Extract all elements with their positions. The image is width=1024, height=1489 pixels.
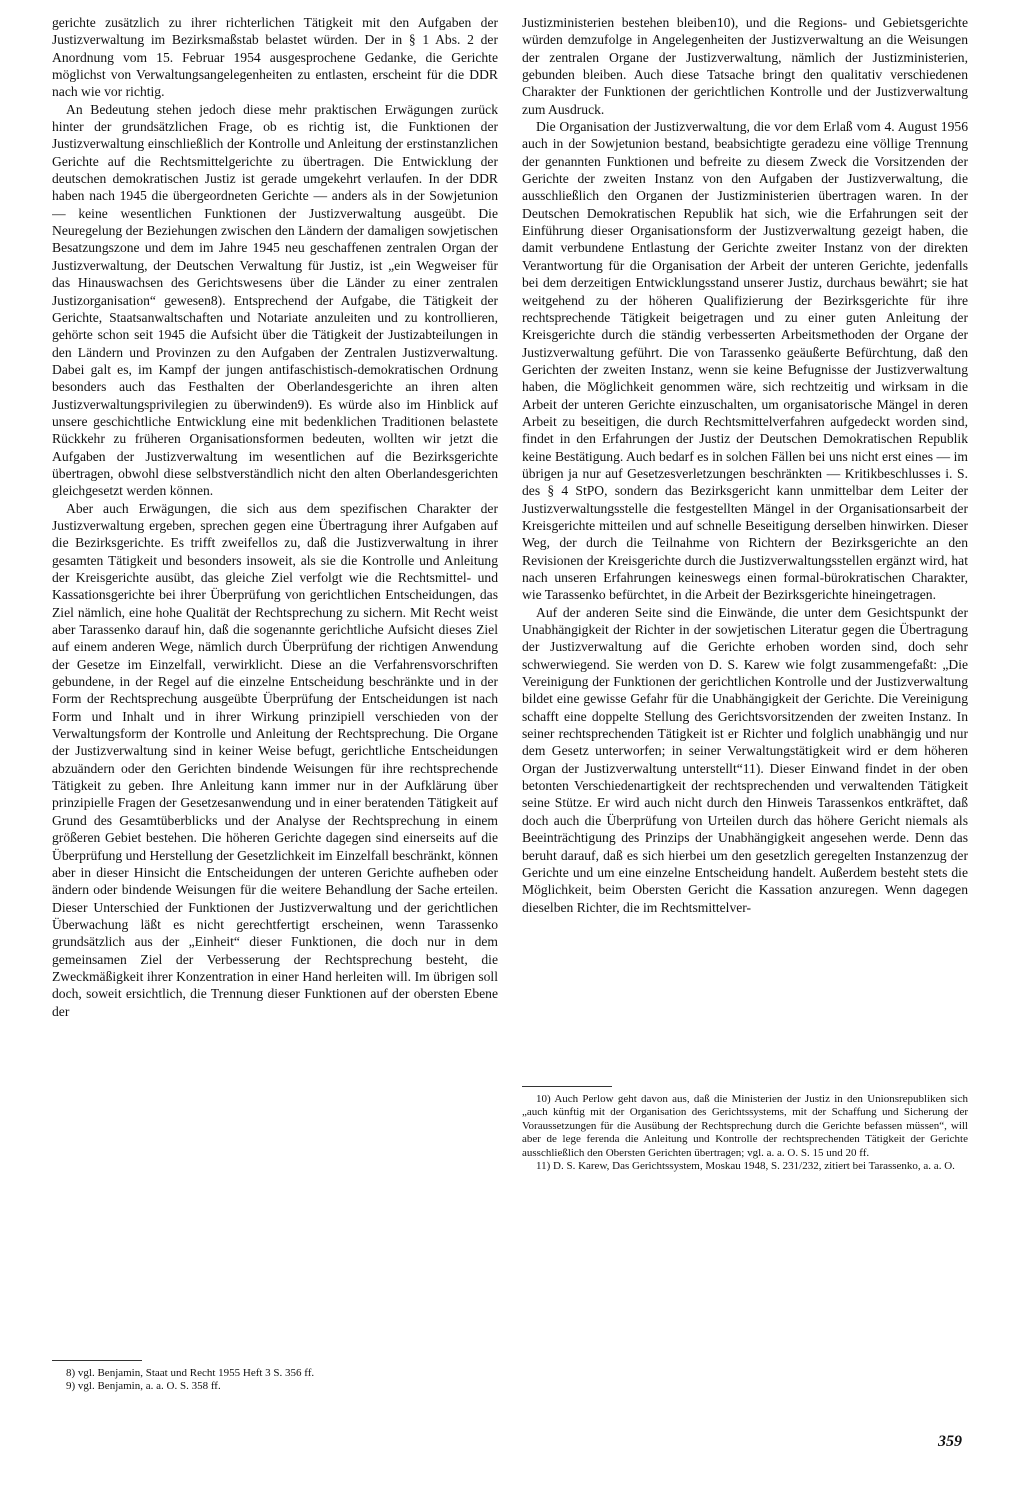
footnote: 11) D. S. Karew, Das Gerichtssystem, Moskau 1948, S. 231/232, zitiert bei Tarassenko, a. a. O. xyxy=(536,1160,955,1173)
page-number: 359 xyxy=(938,1433,962,1450)
footnote: 10) Auch Perlow geht davon aus, daß die Ministerien der Justiz in den Unionsrepubliken sich „auch künftig mit der Organisation des Gerichtssystems, mit der Schaffung und Sicherung der Voraussetzungen für die Ausübung der Rechtsprechung durch die Gerichte befassen müssen“, will aber de lege ferenda die Anleitung und Kontrolle der rechtsprechenden Tätigkeit der Gerichte ausschließlich den Obersten Gerichten übertragen; vgl. a. a. O. S. 15 und 20 ff. xyxy=(522,1093,968,1159)
paragraph: Die Organisation der Justizverwaltung, die vor dem Erlaß vom 4. August 1956 auch in der Sowjetunion bestand, beabsichtigte geradezu eine völlige Trennung der genannten Funktionen und befreite zu diesem Zweck die Vorsitzenden der Gerichte der zweiten Instanz von den Aufgaben der Justizverwaltung, die ausschließlich den Organen der Justizministerien übertragen waren. In der Deutschen Demokratischen Republik hat sich, wie die Erfahrungen seit der Einführung dieser Organisationsform der Justizverwaltung gezeigt haben, die damit verbundene Entlastung der Gerichte zweiter Instanz von der direkten Verantwortung für die Organisation der Arbeit der unteren Gerichte, jedenfalls bei dem derzeitigen Entwicklungsstand unserer Justiz, durchaus bewährt; sie hat weitgehend zu der höheren Qualifizierung der Bezirksgerichte für ihre rechtsprechende Tätigkeit beigetragen und zu einer guten Anleitung der Kreisgerichte durch die ständig verbesserten Arbeitsmethoden der Organe der Justizverwaltung geführt. Die von Tarassenko geäußerte Befürchtung, daß den Gerichten der zweiten Instanz, wenn sie keine Befugnisse der Justizverwaltung haben, die Möglichkeit genommen wäre, sich rechtzeitig und wirksam in die Arbeit der unteren Gerichte einzuschalten, um organisatorische Mängel in deren Arbeit zu beseitigen, die durch Rechtsmittelverfahren aufgedeckt worden sind, findet in den Erfahrungen der Justiz der Deutschen Demokratischen Republik keine Bestätigung. Auch bedarf es in solchen Fällen bei uns nicht erst eines — im übrigen ja nur auf Gesetzesverletzungen beschränkten — Kritikbeschlusses i. S. des § 4 StPO, sondern das Bezirksgericht kann unmittelbar dem Leiter der Justizverwaltungsstelle die festgestellten Mängel in der Organisationsarbeit der Kreisgerichte mitteilen und auf schnelle Beseitigung derselben hinwirken. Dieser Weg, der durch die Teilnahme von Richtern der Bezirksgerichte an den Revisionen der Kreisgerichte durch die Justizverwaltungsstellen ergänzt wird, hat nach unseren Erfahrungen keineswegs einen formal-bürokratischen Charakter, wie Tarassenko befürchtet, in die Arbeit der Bezirksgerichte hineingetragen. xyxy=(522,119,968,603)
footnote-divider xyxy=(52,1360,142,1361)
right-column xyxy=(522,14,968,1173)
footnote-divider xyxy=(522,1086,612,1087)
footnote: 9) vgl. Benjamin, a. a. O. S. 358 ff. xyxy=(66,1380,221,1393)
right-column-body xyxy=(522,14,968,1080)
paragraph: Justizministerien bestehen bleiben10), und die Regions- und Gebietsgerichte würden demzufolge in Angelegenheiten der Justizverwaltung an die Weisungen der zentralen Organe der Justizverwaltung, nämlich der Justizministerien, gebunden bleiben. Auch diese Tatsache bringt den qualitativ verschiedenen Charakter der Funktionen der gerichtlichen Kontrolle und der Justizverwaltung zum Ausdruck. xyxy=(522,15,968,117)
paragraph: Auf der anderen Seite sind die Einwände, die unter dem Gesichtspunkt der Unabhängigkeit der Richter in der sowjetischen Literatur gegen die Übertragung der Justizverwaltung auf die Gerichte erhoben worden sind, doch sehr schwerwiegend. Sie werden von D. S. Karew wie folgt zusammengefaßt: „Die Vereinigung der Funktionen der gerichtlichen Kontrolle und der Justizverwaltung bildet eine gewisse Gefahr für die Unabhängigkeit der Gerichte. Die Vereinigung schafft eine doppelte Stellung des Gerichtsvorsitzenden der zweiten Instanz. In seiner rechtsprechenden Tätigkeit ist er Richter und folglich unabhängig und nur dem Gesetz unterworfen; in seiner Verwaltungstätigkeit wird er dem höheren Organ der Justizverwaltung unterstellt“11). Dieser Einwand findet in der oben betonten Verschiedenartigkeit der rechtsprechenden und verwaltenden Tätigkeit seine Stütze. Er wird auch nicht durch den Hinweis Tarassenkos entkräftet, daß doch auch die Überprüfung von Urteilen durch das höhere Gericht niemals als Beeinträchtigung des Prinzips der Unabhängigkeit angesehen werde. Denn das beruht darauf, daß es sich hierbei um den gesetzlich geregelten Instanzenzug der Gerichte und um eine einzelne Entscheidung handelt. Außerdem besteht stets die Möglichkeit, beim Obersten Gericht die Kassation anzuregen. Wenn dagegen dieselben Richter, die im Rechtsmittelver- xyxy=(522,604,968,915)
left-column-body xyxy=(52,14,498,1354)
left-column xyxy=(52,14,498,1394)
paragraph: Aber auch Erwägungen, die sich aus dem spezifischen Charakter der Justizverwaltung ergeben, sprechen gegen eine Übertragung ihrer Aufgaben auf die Bezirksgerichte. Es trifft zweifellos zu, daß die Justizverwaltung in ihrer gesamten Tätigkeit und besonders insoweit, als sie die Kontrolle und Anleitung der Kreisgerichte ausübt, das gleiche Ziel verfolgt wie die Rechtsmittel- und Kassationsgerichte bei ihrer Überprüfung von gerichtlichen Entscheidungen, das Ziel nämlich, eine hohe Qualität der Rechtsprechung zu sichern. Mit Recht weist aber Tarassenko darauf hin, daß die sogenannte gerichtliche Aufsicht dieses Ziel auf einem anderen Wege, nämlich durch Überprüfung der richtigen Anwendung der Gesetze im Einzelfall, verwirklicht. Diese an die Verfahrensvorschriften gebundene, in der Regel auf die einzelne Entscheidung beschränkte und in der Form der Rechtsprechung ausgeübte Überprüfung der Entscheidungen ist nach Form und Inhalt und in ihrer Wirkung prinzipiell verschieden von der Verwaltungsform der Kontrolle und Anleitung der Rechtsprechung. Die Organe der Justizverwaltung sind in keiner Weise befugt, gerichtliche Entscheidungen abzuändern oder den Gerichten bindende Weisungen für ihre rechtsprechende Tätigkeit zu geben. Ihre Anleitung kann immer nur in der Aufklärung über prinzipielle Fragen der Gesetzesanwendung und in einer beratenden Tätigkeit auf Grund des Gesamtüberblicks und der Analyse der Rechtsprechung in einem größeren Gebiet bestehen. Die höheren Gerichte dagegen sind einerseits auf die Überprüfung und Herstellung der Gesetzlichkeit im Einzelfall beschränkt, können aber in dieser Hinsicht die Entscheidungen der unteren Gerichte aufheben oder ändern oder bindende Weisungen für die weitere Behandlung der Sache erteilen. Dieser Unterschied der Funktionen der Justizverwaltung und der gerichtlichen Überwachung läßt es nicht gerechtfertigt erscheinen, wenn Tarassenko grundsätzlich aus der „Einheit“ dieser Funktionen, die doch nur in dem gemeinsamen Ziel der Verbesserung der Rechtsprechung besteht, die Zweckmäßigkeit ihrer Konzentration in einer Hand herleiten will. Im übrigen soll doch, soweit ersichtlich, die Trennung dieser Funktionen auf der obersten Ebene der xyxy=(52,500,498,1019)
paragraph: An Bedeutung stehen jedoch diese mehr praktischen Erwägungen zurück hinter der grundsätzlichen Frage, ob es richtig ist, die Funktionen der Justizverwaltung einschließlich der Kontrolle und Anleitung der erstinstanzlichen Gerichte auf die Rechtsmittelgerichte zu übertragen. Die Entwicklung der deutschen demokratischen Justiz ist gerade umgekehrt verlaufen. In der DDR haben nach 1945 die übergeordneten Gerichte — anders als in der Sowjetunion — keine wesentlichen Funktionen der Justizverwaltung ausgeübt. Die Neuregelung der Beziehungen zwischen den Ländern der damaligen sowjetischen Besatzungszone und dem im Jahre 1945 neu geschaffenen zentralen Organ der Justizverwaltung, der Deutschen Verwaltung für Justiz, ist „ein Wegweiser für das Hinauswachsen des Gerichtswesens über die Länder zu einer zentralen Justizorganisation“ gewesen8). Entsprechend der Aufgabe, die Tätigkeit der Gerichte, Staatsanwaltschaften und Notariate anzuleiten und zu kontrollieren, gehörte schon seit 1945 die Aufsicht über die Tätigkeit der Justizabteilungen in den Ländern und Provinzen zu den Aufgaben der Zentralen Justizverwaltung. Dabei galt es, im Kampf der jungen antifaschistisch-demokratischen Ordnung besonders auch das Festhalten der Oberlandesgerichte an ihren alten Justizverwaltungsprivilegien zu überwinden9). Es würde also im Hinblick auf unsere geschichtliche Entwicklung eine mit bedenklichen Traditionen belastete Rückkehr zu früheren Organisationsformen bedeuten, wollten wir jetzt die Aufgaben der Justizverwaltung im wesentlichen auf die Bezirksgerichte übertragen, obwohl diese selbstverständlich nicht den alten Oberlandesgerichten gleichgesetzt werden können. xyxy=(52,101,498,499)
footnote: 8) vgl. Benjamin, Staat und Recht 1955 Heft 3 S. 356 ff. xyxy=(66,1367,315,1379)
paragraph: gerichte zusätzlich zu ihrer richterlichen Tätigkeit mit den Aufgaben der Justizverwaltung im Bezirksmaßstab belastet würden. Der in § 1 Abs. 2 der Anordnung vom 15. Februar 1954 ausgesprochene Gedanke, die Gerichte möglichst von Verwaltungsangelegenheiten zu entlasten, erscheint für die DDR nach wie vor richtig. xyxy=(52,15,498,100)
